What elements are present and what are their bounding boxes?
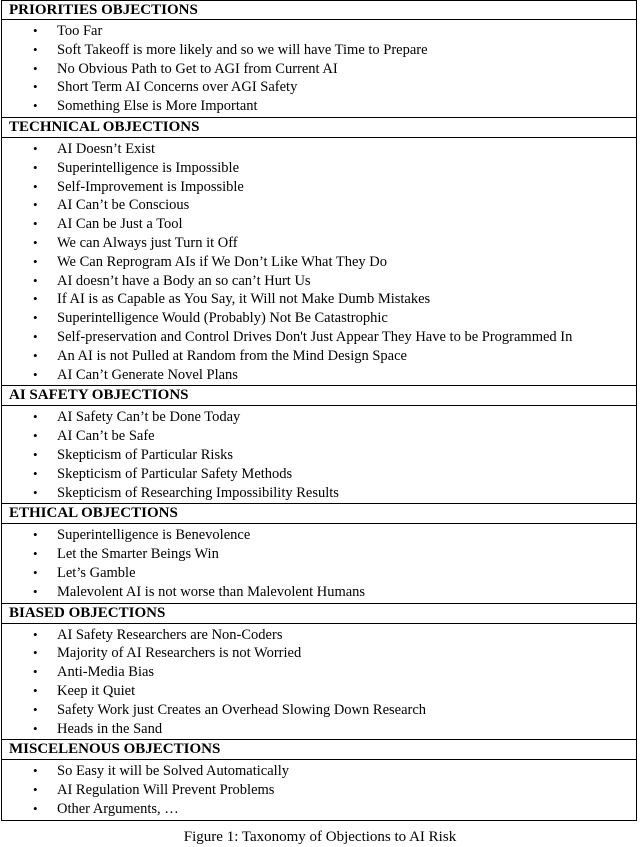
objection-text: Self-Improvement is Impossible — [57, 178, 244, 195]
bullet-icon: • — [33, 484, 38, 500]
list-item — [2, 178, 636, 197]
table-body — [2, 1, 637, 821]
objection-text: Anti-Media Bias — [57, 664, 155, 681]
list-item — [2, 762, 636, 781]
objection-text: Short Term AI Concerns over AGI Safety — [57, 79, 298, 96]
objection-text: Superintelligence Would (Probably) Not Be Catastrophic — [57, 310, 388, 327]
list-item — [2, 800, 636, 819]
section-items-row — [2, 524, 637, 603]
bullet-icon: • — [33, 564, 38, 580]
objection-list — [2, 140, 636, 384]
bullet-icon: • — [33, 409, 38, 425]
objection-text: Superintelligence is Benevolence — [57, 527, 251, 544]
list-item — [2, 626, 636, 645]
objection-text: Malevolent AI is not worse than Malevolent Humans — [57, 583, 366, 600]
bullet-icon: • — [33, 782, 38, 798]
objection-text: Self-preservation and Control Drives Don't Just Appear They Have to be Programmed In — [57, 328, 573, 345]
bullet-icon: • — [33, 446, 38, 462]
list-item — [2, 465, 636, 484]
list-item — [2, 366, 636, 385]
list-item — [2, 215, 636, 234]
objection-text: Skepticism of Researching Impossibility Results — [57, 484, 339, 501]
objection-text: No Obvious Path to Get to AGI from Current AI — [57, 60, 338, 77]
objections-taxonomy-table — [1, 0, 637, 821]
objection-text: Skepticism of Particular Risks — [57, 446, 233, 463]
objection-text: Keep it Quiet — [57, 682, 136, 699]
list-item — [2, 140, 636, 159]
section-items-cell — [2, 406, 637, 504]
list-item — [2, 427, 636, 446]
bullet-icon: • — [33, 366, 38, 382]
list-item — [2, 526, 636, 545]
list-item — [2, 663, 636, 682]
bullet-icon: • — [33, 253, 38, 269]
bullet-icon: • — [33, 583, 38, 599]
list-item — [2, 22, 636, 41]
section-title: BIASED OBJECTIONS — [2, 603, 637, 623]
list-item — [2, 583, 636, 602]
section-title: ETHICAL OBJECTIONS — [2, 504, 637, 524]
list-item — [2, 781, 636, 800]
objection-text: We can Always just Turn it Off — [57, 234, 238, 251]
section-title: AI SAFETY OBJECTIONS — [2, 386, 637, 406]
section-items-row — [2, 137, 637, 385]
section-title: TECHNICAL OBJECTIONS — [2, 117, 637, 137]
section-header-row — [2, 386, 637, 406]
bullet-icon: • — [33, 664, 38, 680]
section-header-row — [2, 504, 637, 524]
bullet-icon: • — [33, 701, 38, 717]
section-title: PRIORITIES OBJECTIONS — [2, 1, 637, 20]
objection-text: AI Can be Just a Tool — [57, 216, 183, 233]
list-item — [2, 272, 636, 291]
list-item — [2, 159, 636, 178]
section-items-cell — [2, 137, 637, 385]
bullet-icon: • — [33, 79, 38, 95]
objection-text: Something Else is More Important — [57, 98, 258, 115]
section-items-cell — [2, 623, 637, 740]
figure-caption: Figure 1: Taxonomy of Objections to AI Risk — [183, 829, 457, 845]
bullet-icon: • — [33, 626, 38, 642]
section-items-row — [2, 760, 637, 820]
bullet-icon: • — [33, 682, 38, 698]
bullet-icon: • — [33, 216, 38, 232]
list-item — [2, 545, 636, 564]
bullet-icon: • — [33, 60, 38, 76]
section-header-row — [2, 603, 637, 623]
objection-text: We Can Reprogram AIs if We Don’t Like What They Do — [57, 253, 388, 270]
objection-text: So Easy it will be Solved Automatically — [57, 763, 289, 780]
bullet-icon: • — [33, 465, 38, 481]
list-item — [2, 196, 636, 215]
list-item — [2, 97, 636, 116]
objection-text: Superintelligence is Impossible — [57, 159, 240, 176]
list-item — [2, 701, 636, 720]
objection-text: AI Can’t Generate Novel Plans — [57, 366, 238, 383]
list-item — [2, 484, 636, 503]
list-item — [2, 720, 636, 739]
section-items-cell — [2, 760, 637, 820]
bullet-icon: • — [33, 140, 38, 156]
objection-text: Heads in the Sand — [57, 720, 163, 737]
objection-list — [2, 526, 636, 601]
objection-text: AI doesn’t have a Body an so can’t Hurt Us — [57, 272, 311, 289]
list-item — [2, 328, 636, 347]
bullet-icon: • — [33, 546, 38, 562]
objection-text: AI Safety Researchers are Non-Coders — [57, 626, 283, 643]
bullet-icon: • — [33, 272, 38, 288]
objection-text: If AI is as Capable as You Say, it Will not Make Dumb Mistakes — [57, 291, 431, 308]
bullet-icon: • — [33, 310, 38, 326]
bullet-icon: • — [33, 763, 38, 779]
section-title: MISCELENOUS OBJECTIONS — [2, 740, 637, 760]
objection-text: AI Regulation Will Prevent Problems — [57, 782, 275, 799]
objection-text: Let the Smarter Beings Win — [57, 546, 219, 563]
objection-list — [2, 408, 636, 502]
section-items-cell — [2, 524, 637, 603]
objection-list — [2, 22, 636, 116]
objection-list — [2, 626, 636, 739]
objection-text: Majority of AI Researchers is not Worried — [57, 645, 302, 662]
objection-text: An AI is not Pulled at Random from the Mind Design Space — [57, 347, 407, 364]
list-item — [2, 408, 636, 427]
bullet-icon: • — [33, 328, 38, 344]
list-item — [2, 564, 636, 583]
objection-list — [2, 762, 636, 818]
section-items-row — [2, 623, 637, 740]
list-item — [2, 682, 636, 701]
section-items-row — [2, 406, 637, 504]
list-item — [2, 446, 636, 465]
list-item — [2, 234, 636, 253]
objection-text: Skepticism of Particular Safety Methods — [57, 465, 293, 482]
objection-text: AI Can’t be Conscious — [57, 197, 190, 214]
bullet-icon: • — [33, 178, 38, 194]
objection-text: AI Can’t be Safe — [57, 428, 155, 445]
bullet-icon: • — [33, 291, 38, 307]
objection-text: Safety Work just Creates an Overhead Slowing Down Research — [57, 701, 427, 718]
list-item — [2, 347, 636, 366]
bullet-icon: • — [33, 527, 38, 543]
section-header-row — [2, 117, 637, 137]
bullet-icon: • — [33, 800, 38, 816]
section-items-cell — [2, 20, 637, 118]
bullet-icon: • — [33, 159, 38, 175]
list-item — [2, 41, 636, 60]
bullet-icon: • — [33, 98, 38, 114]
bullet-icon: • — [33, 645, 38, 661]
bullet-icon: • — [33, 234, 38, 250]
bullet-icon: • — [33, 23, 38, 38]
list-item — [2, 253, 636, 272]
objection-text: Let’s Gamble — [57, 564, 136, 581]
bullet-icon: • — [33, 428, 38, 444]
objection-text: AI Doesn’t Exist — [57, 140, 156, 157]
bullet-icon: • — [33, 41, 38, 57]
objection-text: Soft Takeoff is more likely and so we will have Time to Prepare — [57, 41, 428, 58]
objection-text: Other Arguments, … — [57, 800, 179, 817]
objection-text: Too Far — [57, 23, 103, 39]
list-item — [2, 309, 636, 328]
list-item — [2, 60, 636, 79]
bullet-icon: • — [33, 347, 38, 363]
section-items-row — [2, 20, 637, 118]
list-item — [2, 644, 636, 663]
bullet-icon: • — [33, 197, 38, 213]
objection-text: AI Safety Can’t be Done Today — [57, 409, 241, 426]
section-header-row — [2, 1, 637, 20]
bullet-icon: • — [33, 720, 38, 736]
list-item — [2, 290, 636, 309]
section-header-row — [2, 740, 637, 760]
list-item — [2, 78, 636, 97]
